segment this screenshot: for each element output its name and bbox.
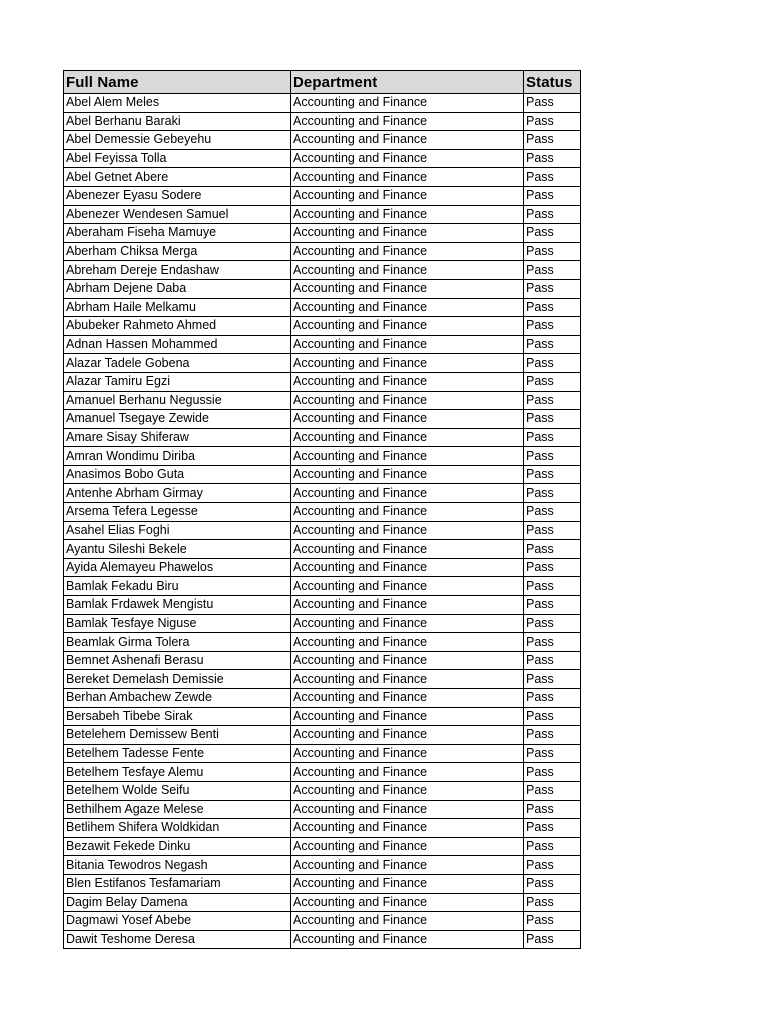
cell-department: Accounting and Finance <box>291 484 524 503</box>
cell-status: Pass <box>524 224 581 243</box>
table-row <box>64 893 581 912</box>
cell-department: Accounting and Finance <box>291 428 524 447</box>
table-row <box>64 614 581 633</box>
cell-department: Accounting and Finance <box>291 168 524 187</box>
table-row <box>64 317 581 336</box>
cell-status: Pass <box>524 521 581 540</box>
cell-full-name: Bamlak Fekadu Biru <box>64 577 291 596</box>
cell-full-name: Betelehem Demissew Benti <box>64 726 291 745</box>
table-row <box>64 372 581 391</box>
table-row <box>64 279 581 298</box>
cell-status: Pass <box>524 503 581 522</box>
cell-department: Accounting and Finance <box>291 744 524 763</box>
cell-department: Accounting and Finance <box>291 279 524 298</box>
table-row <box>64 391 581 410</box>
cell-full-name: Beamlak Girma Tolera <box>64 633 291 652</box>
cell-full-name: Aberham Chiksa Merga <box>64 242 291 261</box>
table-row <box>64 856 581 875</box>
cell-status: Pass <box>524 242 581 261</box>
table-row <box>64 224 581 243</box>
cell-status: Pass <box>524 372 581 391</box>
cell-status: Pass <box>524 633 581 652</box>
cell-status: Pass <box>524 651 581 670</box>
cell-department: Accounting and Finance <box>291 447 524 466</box>
table-row <box>64 94 581 113</box>
cell-full-name: Abrham Haile Melkamu <box>64 298 291 317</box>
cell-status: Pass <box>524 558 581 577</box>
cell-status: Pass <box>524 186 581 205</box>
cell-status: Pass <box>524 465 581 484</box>
cell-status: Pass <box>524 912 581 931</box>
cell-full-name: Bamlak Frdawek Mengistu <box>64 596 291 615</box>
table-row <box>64 763 581 782</box>
table-row <box>64 744 581 763</box>
cell-status: Pass <box>524 261 581 280</box>
cell-department: Accounting and Finance <box>291 670 524 689</box>
cell-full-name: Bamlak Tesfaye Niguse <box>64 614 291 633</box>
table-row <box>64 521 581 540</box>
cell-full-name: Alazar Tamiru Egzi <box>64 372 291 391</box>
cell-status: Pass <box>524 354 581 373</box>
cell-status: Pass <box>524 670 581 689</box>
cell-full-name: Ayida Alemayeu Phawelos <box>64 558 291 577</box>
cell-full-name: Abel Getnet Abere <box>64 168 291 187</box>
cell-department: Accounting and Finance <box>291 261 524 280</box>
column-header-status: Status <box>524 71 581 94</box>
table-row <box>64 112 581 131</box>
cell-status: Pass <box>524 893 581 912</box>
cell-department: Accounting and Finance <box>291 186 524 205</box>
cell-department: Accounting and Finance <box>291 205 524 224</box>
table-row <box>64 837 581 856</box>
cell-full-name: Betelhem Tadesse Fente <box>64 744 291 763</box>
cell-status: Pass <box>524 707 581 726</box>
cell-status: Pass <box>524 447 581 466</box>
cell-status: Pass <box>524 428 581 447</box>
cell-status: Pass <box>524 577 581 596</box>
table-row <box>64 335 581 354</box>
cell-full-name: Bethilhem Agaze Melese <box>64 800 291 819</box>
cell-department: Accounting and Finance <box>291 558 524 577</box>
table-row <box>64 596 581 615</box>
table-row <box>64 465 581 484</box>
table-row <box>64 205 581 224</box>
table-row <box>64 261 581 280</box>
cell-full-name: Abenezer Eyasu Sodere <box>64 186 291 205</box>
header-row <box>64 71 581 94</box>
cell-department: Accounting and Finance <box>291 781 524 800</box>
cell-full-name: Bezawit Fekede Dinku <box>64 837 291 856</box>
table-row <box>64 930 581 949</box>
table-row <box>64 503 581 522</box>
cell-full-name: Bersabeh Tibebe Sirak <box>64 707 291 726</box>
table-row <box>64 707 581 726</box>
cell-full-name: Betelhem Tesfaye Alemu <box>64 763 291 782</box>
table-row <box>64 447 581 466</box>
table-header <box>64 71 581 94</box>
cell-department: Accounting and Finance <box>291 317 524 336</box>
cell-full-name: Amran Wondimu Diriba <box>64 447 291 466</box>
table-body <box>64 94 581 949</box>
cell-department: Accounting and Finance <box>291 726 524 745</box>
cell-department: Accounting and Finance <box>291 94 524 113</box>
cell-department: Accounting and Finance <box>291 837 524 856</box>
cell-department: Accounting and Finance <box>291 391 524 410</box>
cell-status: Pass <box>524 837 581 856</box>
cell-department: Accounting and Finance <box>291 893 524 912</box>
cell-department: Accounting and Finance <box>291 298 524 317</box>
cell-full-name: Ayantu Sileshi Bekele <box>64 540 291 559</box>
cell-department: Accounting and Finance <box>291 874 524 893</box>
column-header-department: Department <box>291 71 524 94</box>
cell-full-name: Dagim Belay Damena <box>64 893 291 912</box>
cell-department: Accounting and Finance <box>291 224 524 243</box>
cell-department: Accounting and Finance <box>291 800 524 819</box>
cell-full-name: Abel Feyissa Tolla <box>64 149 291 168</box>
cell-status: Pass <box>524 335 581 354</box>
cell-status: Pass <box>524 596 581 615</box>
cell-full-name: Abreham Dereje Endashaw <box>64 261 291 280</box>
cell-full-name: Amanuel Tsegaye Zewide <box>64 410 291 429</box>
cell-department: Accounting and Finance <box>291 242 524 261</box>
cell-full-name: Abrham Dejene Daba <box>64 279 291 298</box>
cell-full-name: Amare Sisay Shiferaw <box>64 428 291 447</box>
cell-department: Accounting and Finance <box>291 633 524 652</box>
cell-status: Pass <box>524 874 581 893</box>
cell-department: Accounting and Finance <box>291 465 524 484</box>
column-header-full-name: Full Name <box>64 71 291 94</box>
cell-status: Pass <box>524 205 581 224</box>
cell-status: Pass <box>524 726 581 745</box>
table-row <box>64 800 581 819</box>
cell-department: Accounting and Finance <box>291 354 524 373</box>
cell-department: Accounting and Finance <box>291 614 524 633</box>
cell-full-name: Betlihem Shifera Woldkidan <box>64 819 291 838</box>
cell-status: Pass <box>524 930 581 949</box>
results-table <box>63 70 581 949</box>
cell-full-name: Abel Demessie Gebeyehu <box>64 131 291 150</box>
cell-full-name: Aberaham Fiseha Mamuye <box>64 224 291 243</box>
table-row <box>64 874 581 893</box>
cell-department: Accounting and Finance <box>291 410 524 429</box>
cell-status: Pass <box>524 298 581 317</box>
cell-department: Accounting and Finance <box>291 707 524 726</box>
cell-status: Pass <box>524 112 581 131</box>
cell-department: Accounting and Finance <box>291 577 524 596</box>
cell-department: Accounting and Finance <box>291 521 524 540</box>
cell-status: Pass <box>524 800 581 819</box>
cell-status: Pass <box>524 279 581 298</box>
cell-status: Pass <box>524 131 581 150</box>
cell-status: Pass <box>524 410 581 429</box>
cell-department: Accounting and Finance <box>291 912 524 931</box>
cell-full-name: Abel Alem Meles <box>64 94 291 113</box>
table-row <box>64 484 581 503</box>
table-row <box>64 428 581 447</box>
cell-full-name: Antenhe Abrham Girmay <box>64 484 291 503</box>
cell-full-name: Amanuel Berhanu Negussie <box>64 391 291 410</box>
table-row <box>64 354 581 373</box>
cell-full-name: Blen Estifanos Tesfamariam <box>64 874 291 893</box>
cell-full-name: Dawit Teshome Deresa <box>64 930 291 949</box>
cell-status: Pass <box>524 484 581 503</box>
table-row <box>64 410 581 429</box>
cell-status: Pass <box>524 781 581 800</box>
cell-full-name: Berhan Ambachew Zewde <box>64 689 291 708</box>
table-row <box>64 186 581 205</box>
cell-department: Accounting and Finance <box>291 131 524 150</box>
table-row <box>64 131 581 150</box>
cell-full-name: Adnan Hassen Mohammed <box>64 335 291 354</box>
cell-full-name: Dagmawi Yosef Abebe <box>64 912 291 931</box>
table-row <box>64 558 581 577</box>
cell-status: Pass <box>524 819 581 838</box>
table-row <box>64 912 581 931</box>
cell-full-name: Bemnet Ashenafi Berasu <box>64 651 291 670</box>
cell-full-name: Abenezer Wendesen Samuel <box>64 205 291 224</box>
cell-status: Pass <box>524 763 581 782</box>
table-row <box>64 149 581 168</box>
cell-full-name: Asahel Elias Foghi <box>64 521 291 540</box>
cell-full-name: Bereket Demelash Demissie <box>64 670 291 689</box>
cell-status: Pass <box>524 94 581 113</box>
cell-department: Accounting and Finance <box>291 372 524 391</box>
table-row <box>64 540 581 559</box>
cell-department: Accounting and Finance <box>291 856 524 875</box>
cell-department: Accounting and Finance <box>291 819 524 838</box>
table-row <box>64 819 581 838</box>
cell-status: Pass <box>524 744 581 763</box>
cell-status: Pass <box>524 149 581 168</box>
cell-full-name: Bitania Tewodros Negash <box>64 856 291 875</box>
table-row <box>64 651 581 670</box>
cell-status: Pass <box>524 168 581 187</box>
cell-status: Pass <box>524 317 581 336</box>
cell-full-name: Alazar Tadele Gobena <box>64 354 291 373</box>
cell-department: Accounting and Finance <box>291 930 524 949</box>
cell-department: Accounting and Finance <box>291 149 524 168</box>
table-row <box>64 633 581 652</box>
cell-status: Pass <box>524 614 581 633</box>
cell-department: Accounting and Finance <box>291 763 524 782</box>
cell-status: Pass <box>524 540 581 559</box>
table-row <box>64 577 581 596</box>
cell-status: Pass <box>524 856 581 875</box>
cell-department: Accounting and Finance <box>291 540 524 559</box>
cell-full-name: Betelhem Wolde Seifu <box>64 781 291 800</box>
table-row <box>64 781 581 800</box>
cell-full-name: Anasimos Bobo Guta <box>64 465 291 484</box>
table-row <box>64 689 581 708</box>
table-row <box>64 298 581 317</box>
table-row <box>64 242 581 261</box>
cell-status: Pass <box>524 391 581 410</box>
cell-status: Pass <box>524 689 581 708</box>
table-row <box>64 168 581 187</box>
cell-full-name: Abubeker Rahmeto Ahmed <box>64 317 291 336</box>
cell-full-name: Arsema Tefera Legesse <box>64 503 291 522</box>
cell-full-name: Abel Berhanu Baraki <box>64 112 291 131</box>
cell-department: Accounting and Finance <box>291 596 524 615</box>
cell-department: Accounting and Finance <box>291 335 524 354</box>
table-row <box>64 670 581 689</box>
cell-department: Accounting and Finance <box>291 689 524 708</box>
table-row <box>64 726 581 745</box>
cell-department: Accounting and Finance <box>291 112 524 131</box>
cell-department: Accounting and Finance <box>291 651 524 670</box>
cell-department: Accounting and Finance <box>291 503 524 522</box>
